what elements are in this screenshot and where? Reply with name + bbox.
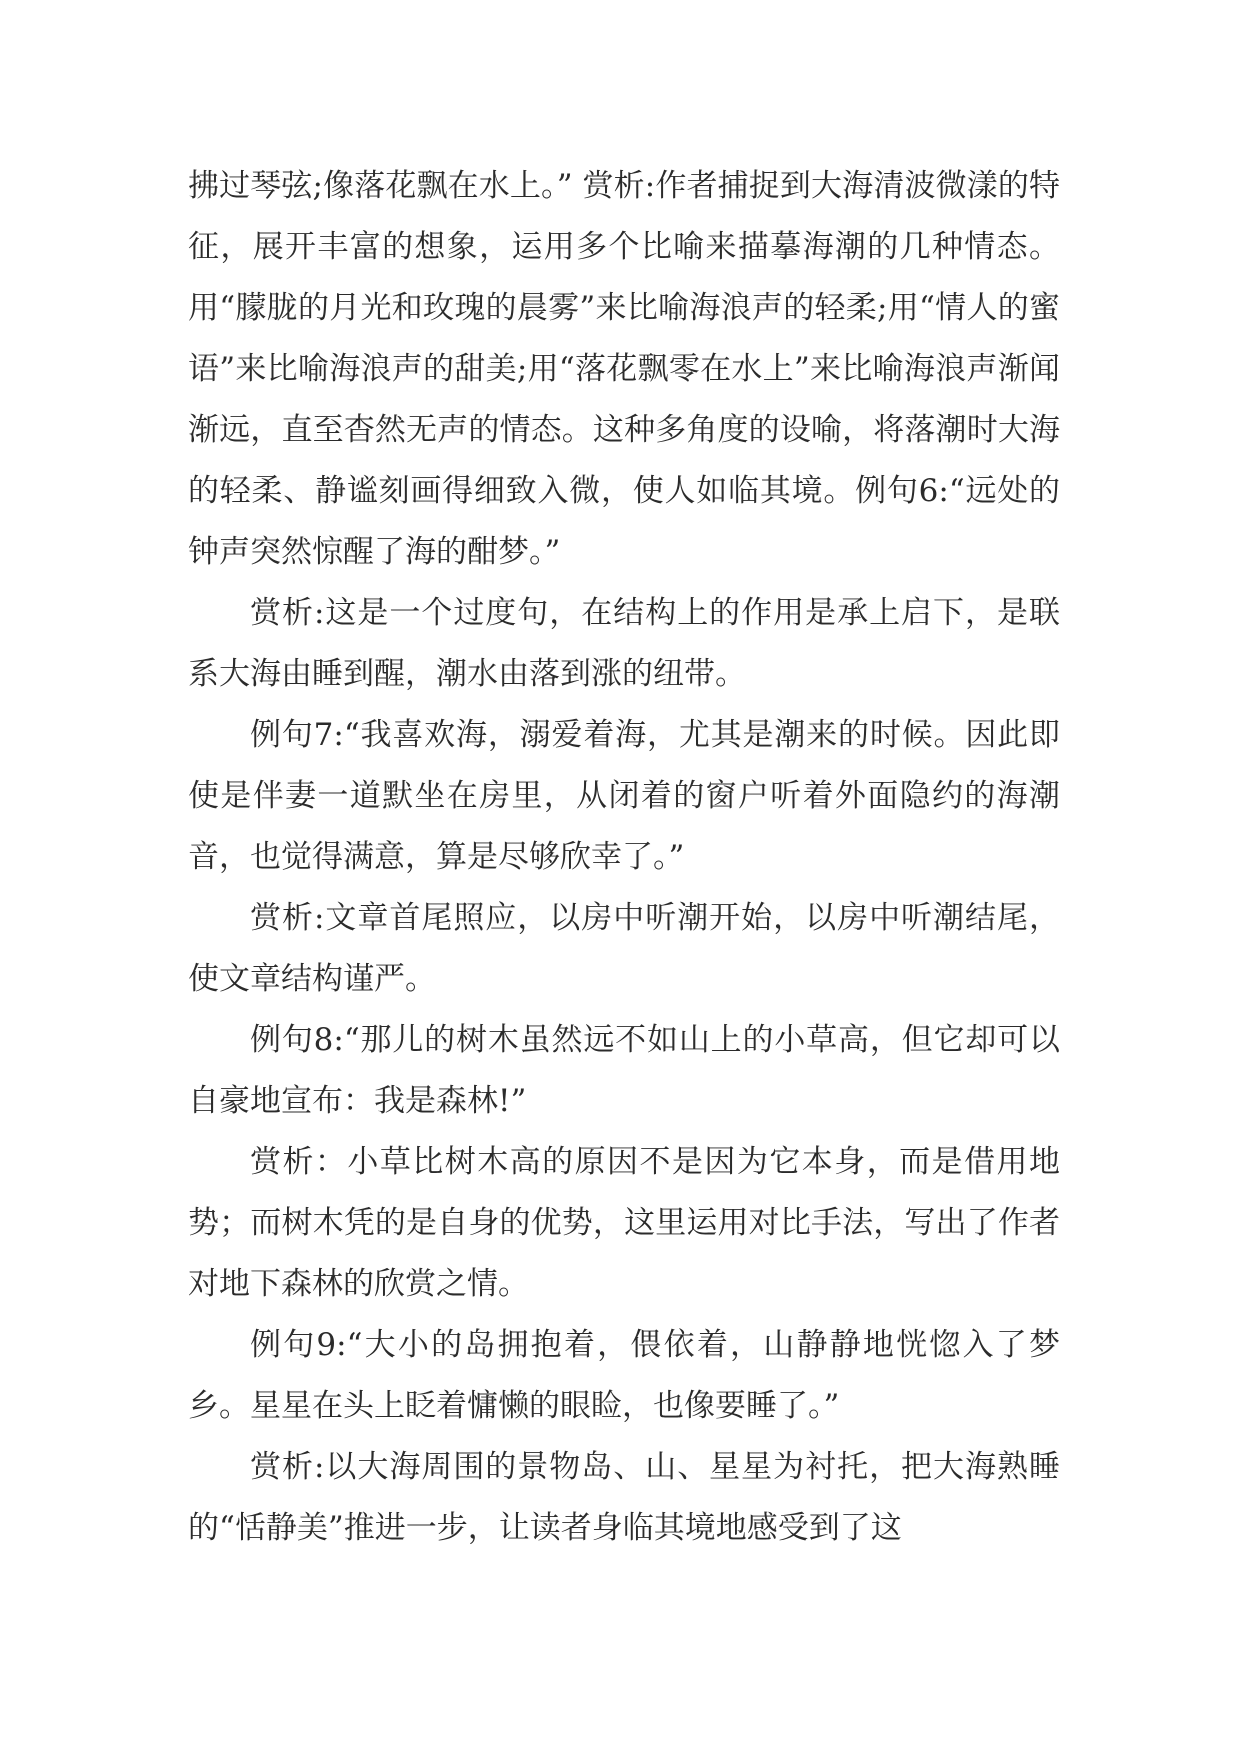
paragraph-analysis-9: 赏析:以大海周围的景物岛、山、星星为衬托，把大海熟睡的“恬静美”推进一步，让读者身临其境地感受到了这	[188, 1449, 1060, 1546]
paragraph-analysis-8: 赏析：小草比树木高的原因不是因为它本身，而是借用地势；而树木凭的是自身的优势，这里运用对比手法，写出了作者对地下森林的欣赏之情。	[188, 1144, 1060, 1302]
paragraph-example-7: 例句7:“我喜欢海，溺爱着海，尤其是潮来的时候。因此即使是伴妻一道默坐在房里，从闭着的窗户听着外面隐约的海潮音，也觉得满意，算是尽够欣幸了。”	[188, 717, 1060, 875]
document-body	[188, 156, 1060, 1559]
paragraph-analysis-6: 赏析:这是一个过度句，在结构上的作用是承上启下，是联系大海由睡到醒，潮水由落到涨的纽带。	[188, 595, 1060, 692]
paragraph-example-9: 例句9:“大小的岛拥抱着，偎依着，山静静地恍惚入了梦乡。星星在头上眨着慵懒的眼睑，也像要睡了。”	[188, 1327, 1060, 1424]
paragraph-analysis-7: 赏析:文章首尾照应，以房中听潮开始，以房中听潮结尾，使文章结构谨严。	[188, 900, 1060, 997]
paragraph-continuation: 拂过琴弦;像落花飘在水上。” 赏析:作者捕捉到大海清波微漾的特征，展开丰富的想象，运用多个比喻来描摹海潮的几种情态。用“朦胧的月光和玫瑰的晨雾”来比喻海浪声的轻柔;用“情人的蜜语”来比喻海浪声的甜美;用“落花飘零在水上”来比喻海浪声渐闻渐远，直至杳然无声的情态。这种多角度的设喻，将落潮时大海的轻柔、静谧刻画得细致入微，使人如临其境。例句6:“远处的钟声突然惊醒了海的酣梦。”	[188, 168, 1060, 570]
paragraph-example-8: 例句8:“那儿的树木虽然远不如山上的小草高，但它却可以自豪地宣布：我是森林!”	[188, 1022, 1060, 1119]
